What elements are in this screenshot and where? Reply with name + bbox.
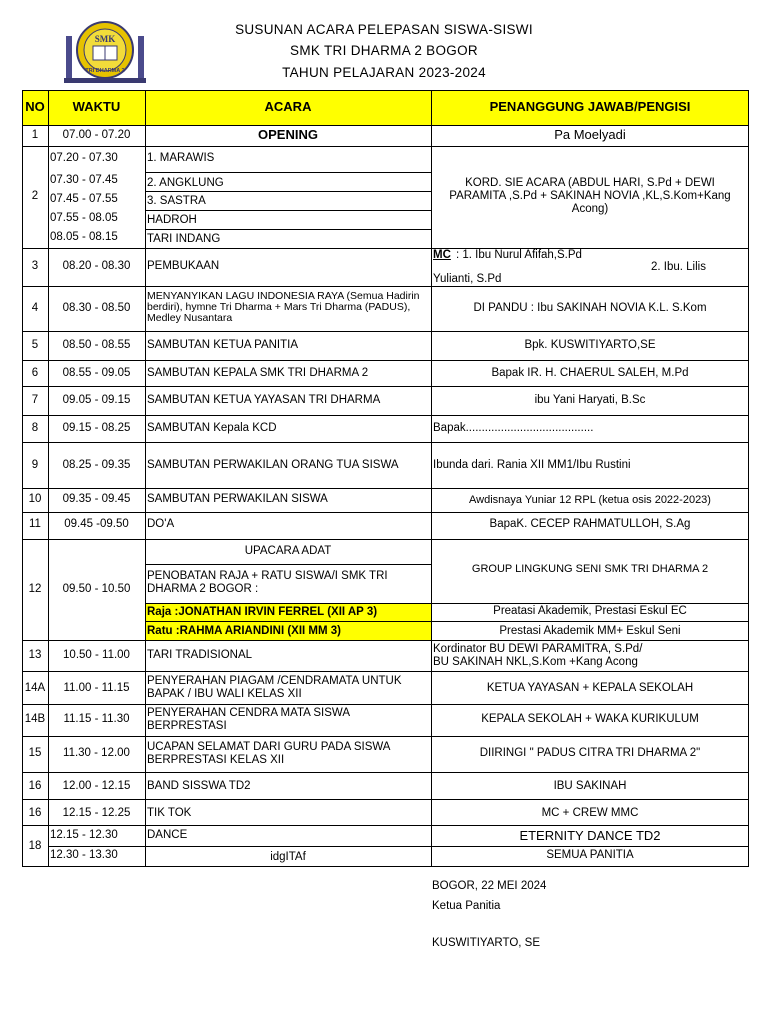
row-waktu: 07.20 - 07.30: [50, 152, 118, 164]
row-acara: PEMBUKAAN: [147, 260, 220, 272]
row-acara: UCAPAN SELAMAT DARI GURU PADA SISWA BERPRESTASI KELAS XII: [147, 741, 390, 766]
row-waktu: 08.05 - 08.15: [50, 231, 118, 243]
col-header-acara: ACARA: [264, 99, 312, 114]
row-waktu: 08.55 - 09.05: [62, 367, 131, 379]
row-no: 6: [31, 367, 39, 379]
row-waktu: 07.45 - 07.55: [50, 193, 118, 205]
col-divider: [145, 90, 146, 867]
sub-row-divider: [145, 229, 431, 230]
school-logo-icon: [62, 20, 148, 84]
row-divider: [22, 360, 749, 361]
row-divider: [22, 512, 749, 513]
row-pj: IBU SAKINAH: [553, 780, 627, 792]
row-pj: KEPALA SEKOLAH + WAKA KURIKULUM: [481, 713, 699, 725]
doc-title-line3: TAHUN PELAJARAN 2023-2024: [282, 65, 486, 80]
row-waktu: 12.00 - 12.15: [62, 780, 131, 792]
row-divider: [22, 640, 749, 641]
row-divider: [22, 125, 749, 126]
row-divider: [22, 386, 749, 387]
doc-title-line2: SMK TRI DHARMA 2 BOGOR: [290, 43, 478, 58]
row-divider: [22, 286, 749, 287]
row-no: 14A: [24, 682, 46, 694]
row-acara: PENYERAHAN PIAGAM /CENDRAMATA UNTUK BAPAK / IBU WALI KELAS XII: [147, 675, 402, 700]
row-acara: DANCE: [147, 829, 188, 841]
row-pj: Preatasi Akademik, Prestasi Eskul EC: [493, 605, 687, 617]
row-waktu: 11.00 - 11.15: [63, 682, 130, 694]
row-divider: [22, 539, 749, 540]
row-pj: : 1. Ibu Nurul Afifah,S.Pd: [456, 249, 582, 261]
row-acara: SAMBUTAN Kepala KCD: [147, 422, 277, 434]
row-waktu: 12.30 - 13.30: [50, 849, 118, 861]
row-pj: ibu Yani Haryati, B.Sc: [534, 394, 646, 406]
col-header-no: NO: [25, 99, 45, 114]
row-pj: BapaK. CECEP RAHMATULLOH, S.Ag: [489, 518, 691, 530]
row-pj: ETERNITY DANCE TD2: [519, 828, 661, 843]
row-waktu: 10.50 - 11.00: [63, 649, 130, 661]
row-waktu: 09.35 - 09.45: [62, 493, 131, 505]
row-divider: [22, 248, 749, 249]
row-no: 10: [28, 493, 42, 505]
row-pj: Bpk. KUSWITIYARTO,SE: [524, 339, 656, 351]
row-acara: PENYERAHAN CENDRA MATA SISWA BERPRESTASI: [147, 707, 350, 732]
row-no: 16: [28, 807, 42, 819]
row-pj: GROUP LINGKUNG SENI SMK TRI DHARMA 2: [471, 563, 709, 575]
row-pj: BU SAKINAH NKL,S.Kom +Kang Acong: [433, 656, 638, 668]
sub-row-divider: [145, 603, 749, 604]
row-acara: DO'A: [147, 518, 175, 530]
row-waktu: 08.25 - 09.35: [62, 459, 131, 471]
row-pj: KETUA YAYASAN + KEPALA SEKOLAH: [486, 682, 694, 694]
col-header-waktu: WAKTU: [72, 99, 121, 114]
row-pj: SEMUA PANITIA: [546, 849, 634, 861]
row-waktu: 09.45 -09.50: [64, 518, 129, 530]
row-no: 18: [28, 840, 42, 852]
row-divider: [22, 772, 749, 773]
row-pj: Kordinator BU DEWI PARAMITRA, S.Pd/: [433, 643, 643, 655]
row-divider: [22, 415, 749, 416]
mc-label: MC: [433, 249, 451, 261]
row-acara: SAMBUTAN PERWAKILAN ORANG TUA SISWA: [147, 459, 399, 471]
footer-name: KUSWITIYARTO, SE: [432, 937, 540, 949]
row-divider: [22, 146, 749, 147]
row-waktu: 08.20 - 08.30: [62, 260, 131, 272]
row-divider: [22, 799, 749, 800]
row-pj: Bapak........................................: [433, 422, 594, 434]
row-acara: OPENING: [258, 127, 318, 142]
row-acara: PENOBATAN RAJA + RATU SISWA/I SMK TRI DHARMA 2 BOGOR :: [147, 570, 388, 595]
row-waktu: 12.15 - 12.25: [62, 807, 131, 819]
row-no: 9: [31, 459, 39, 471]
row-acara: SAMBUTAN KETUA YAYASAN TRI DHARMA: [147, 394, 381, 406]
row-acara: HADROH: [147, 214, 197, 226]
row-waktu: 11.30 - 12.00: [63, 747, 130, 759]
row-acara: idgITAf: [270, 851, 306, 863]
ratu-label: Ratu :RAHMA ARIANDINI (XII MM 3): [147, 625, 341, 637]
row-pj: Pa Moelyadi: [554, 127, 626, 142]
row-divider: [22, 331, 749, 332]
row-acara: UPACARA ADAT: [244, 545, 332, 557]
row-waktu: 08.30 - 08.50: [62, 302, 131, 314]
row-no: 13: [28, 649, 42, 661]
row-no: 7: [31, 394, 39, 406]
row-pj: MC + CREW MMC: [541, 807, 639, 819]
row-no: 15: [28, 747, 42, 759]
row-no: 2: [31, 190, 39, 202]
row-no: 5: [31, 339, 39, 351]
row-no: 12: [28, 583, 42, 595]
footer-place-date: BOGOR, 22 MEI 2024: [432, 880, 547, 892]
sub-row-divider: [145, 564, 431, 565]
row-waktu: 09.15 - 08.25: [62, 422, 131, 434]
row-pj: Awdisnaya Yuniar 12 RPL (ketua osis 2022-2023): [469, 494, 711, 506]
row-pj: DIIRINGI " PADUS CITRA TRI DHARMA 2": [479, 747, 701, 759]
row-acara: SAMBUTAN PERWAKILAN SISWA: [147, 493, 328, 505]
row-acara: MENYANYIKAN LAGU INDONESIA RAYA (Semua Hadirin berdiri), hymne Tri Dharma + Mars Tri Dharma (PADUS), Medley Nusantara: [147, 290, 420, 324]
row-waktu: 09.50 - 10.50: [62, 583, 131, 595]
row-divider: [22, 736, 749, 737]
row-acara: 3. SASTRA: [147, 195, 206, 207]
svg-text:TRI DHARMA 2: TRI DHARMA 2: [85, 68, 125, 74]
sub-row-divider: [145, 191, 431, 192]
row-pj: 2. Ibu. Lilis: [651, 261, 706, 273]
row-waktu: 11.15 - 11.30: [63, 713, 130, 725]
row-divider: [22, 488, 749, 489]
row-acara: TARI INDANG: [147, 233, 221, 245]
row-waktu: 07.00 - 07.20: [62, 129, 131, 141]
row-divider: [22, 671, 749, 672]
row-no: 4: [31, 302, 39, 314]
row-divider: [22, 825, 749, 826]
row-pj: Ibunda dari. Rania XII MM1/Ibu Rustini: [433, 459, 631, 471]
row-acara: 1. MARAWIS: [147, 152, 215, 164]
svg-text:SMK: SMK: [94, 34, 116, 44]
row-pj: Prestasi Akademik MM+ Eskul Seni: [499, 625, 681, 637]
col-header-pj: PENANGGUNG JAWAB/PENGISI: [489, 99, 691, 114]
row-acara: SAMBUTAN KETUA PANITIA: [147, 339, 299, 351]
footer-role: Ketua Panitia: [432, 900, 501, 912]
row-no: 1: [31, 129, 39, 141]
row-no: 8: [31, 422, 39, 434]
row-acara: TARI TRADISIONAL: [147, 649, 253, 661]
row-waktu: 07.30 - 07.45: [50, 174, 118, 186]
row-divider: [22, 704, 749, 705]
row-acara: BAND SISSWA TD2: [147, 780, 251, 792]
row-no: 14B: [24, 713, 46, 725]
row-pj: Yulianti, S.Pd: [433, 273, 502, 285]
row-waktu: 09.05 - 09.15: [62, 394, 131, 406]
row-waktu: 08.50 - 08.55: [62, 339, 131, 351]
row-no: 11: [29, 518, 41, 530]
row-no: 3: [31, 260, 39, 272]
sub-row-divider: [145, 621, 749, 622]
doc-title-line1: SUSUNAN ACARA PELEPASAN SISWA-SISWI: [235, 22, 533, 37]
sub-row-divider: [48, 846, 749, 847]
row-pj: DI PANDU : Ibu SAKINAH NOVIA K.L. S.Kom: [473, 302, 707, 314]
sub-row-divider: [145, 172, 431, 173]
row-pj: KORD. SIE ACARA (ABDUL HARI, S.Pd + DEWI PARAMITA ,S.Pd + SAKINAH NOVIA ,KL,S.Kom+Kang Acong): [449, 177, 731, 215]
sub-row-divider: [145, 210, 431, 211]
row-waktu: 12.15 - 12.30: [50, 829, 118, 841]
raja-label: Raja :JONATHAN IRVIN FERREL (XII AP 3): [147, 606, 378, 618]
row-acara: 2. ANGKLUNG: [147, 177, 224, 189]
row-waktu: 07.55 - 08.05: [50, 212, 118, 224]
row-no: 16: [28, 780, 42, 792]
row-divider: [22, 442, 749, 443]
row-pj: Bapak IR. H. CHAERUL SALEH, M.Pd: [491, 367, 689, 379]
row-acara: SAMBUTAN KEPALA SMK TRI DHARMA 2: [147, 367, 369, 379]
row-acara: TIK TOK: [147, 807, 192, 819]
